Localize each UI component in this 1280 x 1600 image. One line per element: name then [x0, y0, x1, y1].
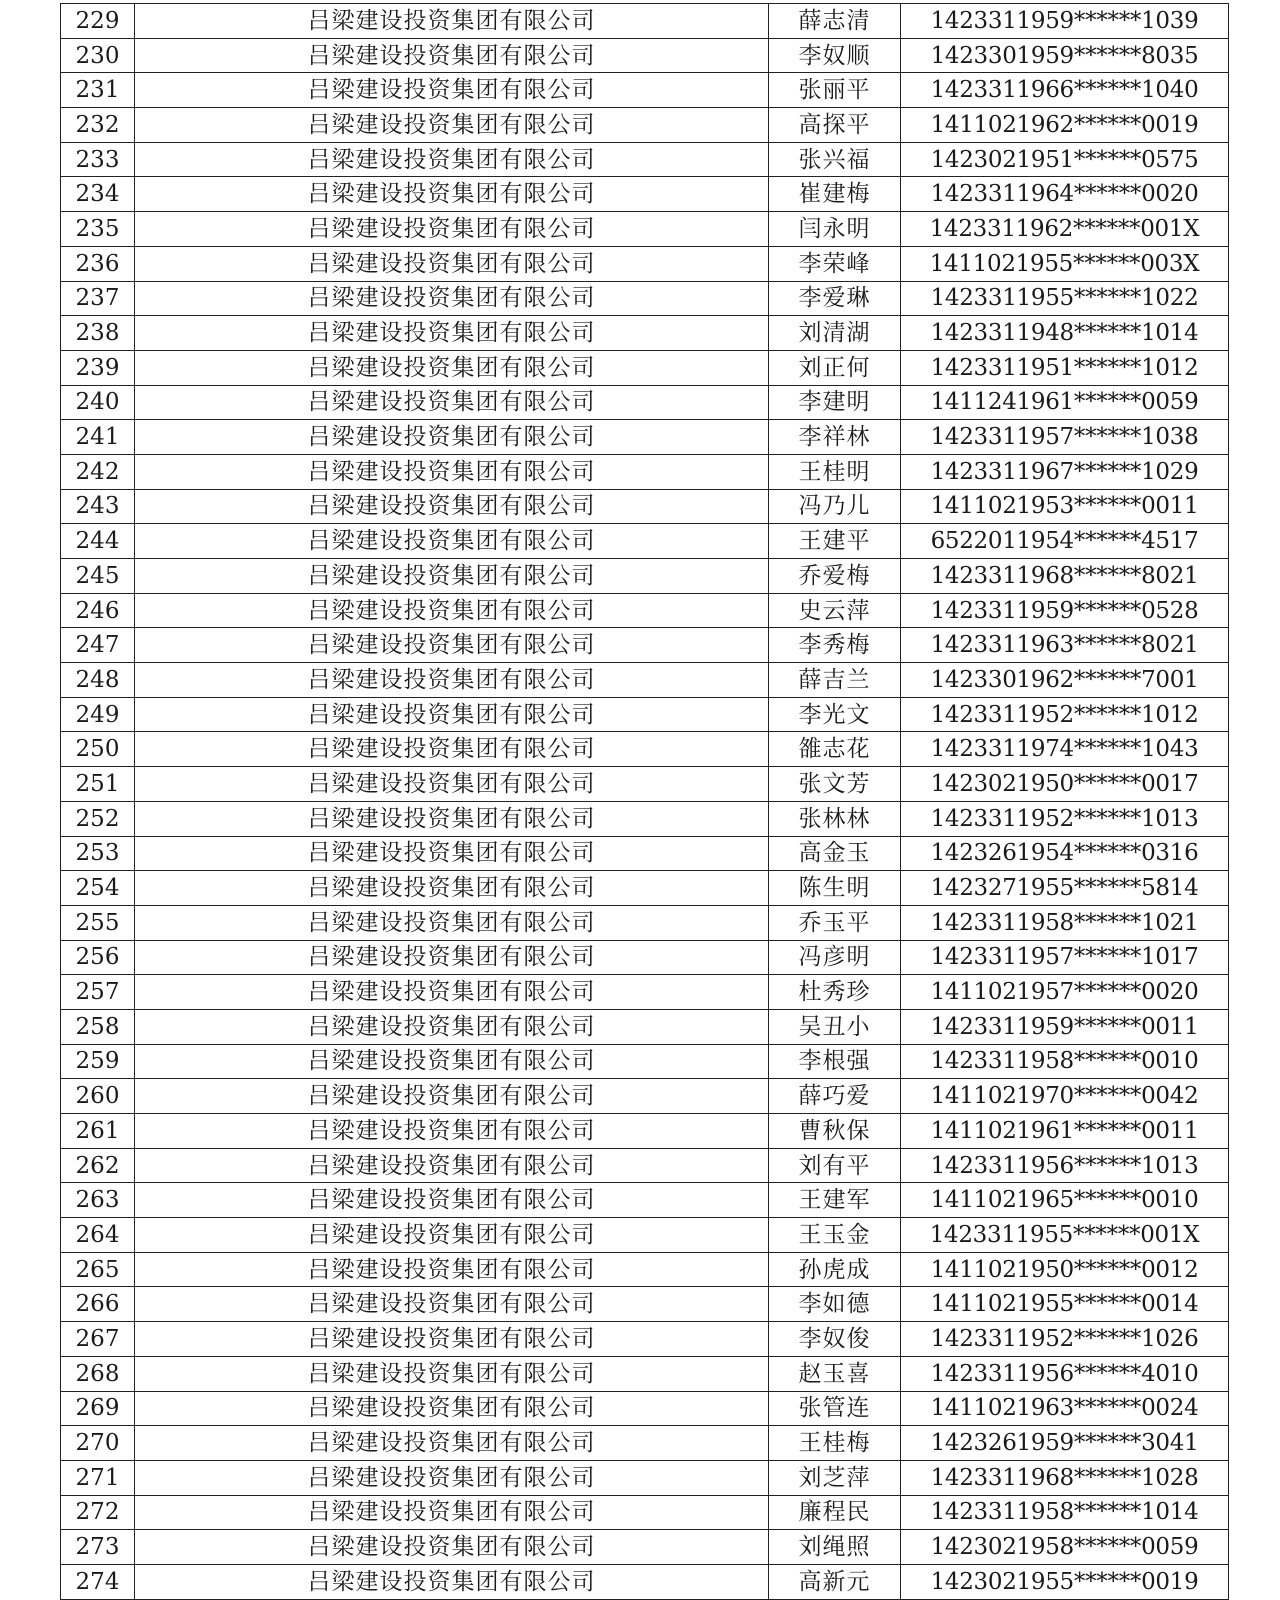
id-number-cell: 1411021953******0011: [901, 489, 1229, 524]
table-row: [61, 905, 1229, 940]
person-name-cell: 史云萍: [769, 593, 901, 628]
serial-number-cell: 269: [61, 1391, 135, 1426]
company-name-cell: 吕梁建设投资集团有限公司: [135, 801, 769, 836]
person-name-cell: 王桂梅: [769, 1426, 901, 1461]
serial-number-cell: 266: [61, 1287, 135, 1322]
person-name-cell: 王建平: [769, 524, 901, 559]
table-row: [61, 1426, 1229, 1461]
serial-number-cell: 268: [61, 1356, 135, 1391]
id-number-cell: 1423311959******0528: [901, 593, 1229, 628]
company-name-cell: 吕梁建设投资集团有限公司: [135, 1391, 769, 1426]
person-name-cell: 王桂明: [769, 454, 901, 489]
id-number-cell: 1423311948******1014: [901, 316, 1229, 351]
table-row: [61, 1495, 1229, 1530]
company-name-cell: 吕梁建设投资集团有限公司: [135, 177, 769, 212]
serial-number-cell: 274: [61, 1564, 135, 1599]
person-name-cell: 张管连: [769, 1391, 901, 1426]
serial-number-cell: 256: [61, 940, 135, 975]
serial-number-cell: 248: [61, 663, 135, 698]
company-name-cell: 吕梁建设投资集团有限公司: [135, 1252, 769, 1287]
company-name-cell: 吕梁建设投资集团有限公司: [135, 1322, 769, 1357]
id-number-cell: 1423311955******1022: [901, 281, 1229, 316]
serial-number-cell: 236: [61, 246, 135, 281]
table-row: [61, 1322, 1229, 1357]
id-number-cell: 1423311963******8021: [901, 628, 1229, 663]
company-name-cell: 吕梁建设投资集团有限公司: [135, 281, 769, 316]
company-name-cell: 吕梁建设投资集团有限公司: [135, 767, 769, 802]
table-row: [61, 1183, 1229, 1218]
serial-number-cell: 231: [61, 73, 135, 108]
table-row: [61, 732, 1229, 767]
table-row: [61, 73, 1229, 108]
id-number-cell: 1423311952******1012: [901, 697, 1229, 732]
serial-number-cell: 249: [61, 697, 135, 732]
table-row: [61, 836, 1229, 871]
id-number-cell: 1411021965******0010: [901, 1183, 1229, 1218]
person-name-cell: 李秀梅: [769, 628, 901, 663]
id-number-cell: 1423311958******1014: [901, 1495, 1229, 1530]
serial-number-cell: 259: [61, 1044, 135, 1079]
company-name-cell: 吕梁建设投资集团有限公司: [135, 1044, 769, 1079]
company-name-cell: 吕梁建设投资集团有限公司: [135, 385, 769, 420]
table-row: [61, 281, 1229, 316]
table-row: [61, 1044, 1229, 1079]
serial-number-cell: 251: [61, 767, 135, 802]
serial-number-cell: 244: [61, 524, 135, 559]
person-name-cell: 刘清湖: [769, 316, 901, 351]
id-number-cell: 1423311958******1021: [901, 905, 1229, 940]
table-row: [61, 593, 1229, 628]
id-number-cell: 1423311959******0011: [901, 1009, 1229, 1044]
person-name-cell: 闫永明: [769, 212, 901, 247]
company-name-cell: 吕梁建设投资集团有限公司: [135, 732, 769, 767]
person-name-cell: 张丽平: [769, 73, 901, 108]
company-name-cell: 吕梁建设投资集团有限公司: [135, 1218, 769, 1253]
company-name-cell: 吕梁建设投资集团有限公司: [135, 1148, 769, 1183]
company-name-cell: 吕梁建设投资集团有限公司: [135, 1495, 769, 1530]
person-name-cell: 李奴俊: [769, 1322, 901, 1357]
id-number-cell: 1423261954******0316: [901, 836, 1229, 871]
person-name-cell: 乔爱梅: [769, 559, 901, 594]
company-name-cell: 吕梁建设投资集团有限公司: [135, 905, 769, 940]
id-number-cell: 1411021961******0011: [901, 1114, 1229, 1149]
roster-table-body: [61, 4, 1229, 1600]
person-name-cell: 陈生明: [769, 871, 901, 906]
id-number-cell: 1423021958******0059: [901, 1530, 1229, 1565]
serial-number-cell: 245: [61, 559, 135, 594]
company-name-cell: 吕梁建设投资集团有限公司: [135, 836, 769, 871]
serial-number-cell: 271: [61, 1460, 135, 1495]
table-row: [61, 385, 1229, 420]
table-row: [61, 975, 1229, 1010]
person-name-cell: 李光文: [769, 697, 901, 732]
person-name-cell: 乔玉平: [769, 905, 901, 940]
table-row: [61, 1114, 1229, 1149]
serial-number-cell: 237: [61, 281, 135, 316]
id-number-cell: 1423311964******0020: [901, 177, 1229, 212]
person-name-cell: 薛志清: [769, 4, 901, 39]
id-number-cell: 1423301962******7001: [901, 663, 1229, 698]
serial-number-cell: 234: [61, 177, 135, 212]
roster-table: [60, 3, 1229, 1600]
table-row: [61, 454, 1229, 489]
person-name-cell: 雒志花: [769, 732, 901, 767]
serial-number-cell: 257: [61, 975, 135, 1010]
table-row: [61, 940, 1229, 975]
company-name-cell: 吕梁建设投资集团有限公司: [135, 663, 769, 698]
table-row: [61, 1218, 1229, 1253]
serial-number-cell: 255: [61, 905, 135, 940]
person-name-cell: 李建明: [769, 385, 901, 420]
id-number-cell: 1423311957******1038: [901, 420, 1229, 455]
table-row: [61, 871, 1229, 906]
person-name-cell: 刘芝萍: [769, 1460, 901, 1495]
table-row: [61, 1079, 1229, 1114]
serial-number-cell: 247: [61, 628, 135, 663]
person-name-cell: 冯乃儿: [769, 489, 901, 524]
document-page: [60, 3, 1228, 1600]
company-name-cell: 吕梁建设投资集团有限公司: [135, 524, 769, 559]
id-number-cell: 1423271955******5814: [901, 871, 1229, 906]
serial-number-cell: 232: [61, 108, 135, 143]
company-name-cell: 吕梁建设投资集团有限公司: [135, 559, 769, 594]
serial-number-cell: 240: [61, 385, 135, 420]
company-name-cell: 吕梁建设投资集团有限公司: [135, 316, 769, 351]
serial-number-cell: 270: [61, 1426, 135, 1461]
table-row: [61, 1460, 1229, 1495]
serial-number-cell: 262: [61, 1148, 135, 1183]
person-name-cell: 杜秀珍: [769, 975, 901, 1010]
person-name-cell: 张兴福: [769, 142, 901, 177]
id-number-cell: 1423261959******3041: [901, 1426, 1229, 1461]
table-row: [61, 1356, 1229, 1391]
table-row: [61, 559, 1229, 594]
person-name-cell: 李荣峰: [769, 246, 901, 281]
company-name-cell: 吕梁建设投资集团有限公司: [135, 1287, 769, 1322]
company-name-cell: 吕梁建设投资集团有限公司: [135, 1079, 769, 1114]
person-name-cell: 张文芳: [769, 767, 901, 802]
person-name-cell: 曹秋保: [769, 1114, 901, 1149]
id-number-cell: 1423301959******8035: [901, 38, 1229, 73]
id-number-cell: 1423311962******001X: [901, 212, 1229, 247]
person-name-cell: 冯彦明: [769, 940, 901, 975]
table-row: [61, 420, 1229, 455]
id-number-cell: 1411021963******0024: [901, 1391, 1229, 1426]
person-name-cell: 李如德: [769, 1287, 901, 1322]
person-name-cell: 王建军: [769, 1183, 901, 1218]
person-name-cell: 孙虎成: [769, 1252, 901, 1287]
table-row: [61, 108, 1229, 143]
table-row: [61, 1391, 1229, 1426]
id-number-cell: 1423311968******1028: [901, 1460, 1229, 1495]
table-row: [61, 767, 1229, 802]
company-name-cell: 吕梁建设投资集团有限公司: [135, 697, 769, 732]
person-name-cell: 王玉金: [769, 1218, 901, 1253]
person-name-cell: 崔建梅: [769, 177, 901, 212]
person-name-cell: 吴丑小: [769, 1009, 901, 1044]
table-row: [61, 316, 1229, 351]
id-number-cell: 1411021957******0020: [901, 975, 1229, 1010]
serial-number-cell: 235: [61, 212, 135, 247]
serial-number-cell: 273: [61, 1530, 135, 1565]
serial-number-cell: 258: [61, 1009, 135, 1044]
person-name-cell: 李祥林: [769, 420, 901, 455]
serial-number-cell: 241: [61, 420, 135, 455]
serial-number-cell: 246: [61, 593, 135, 628]
serial-number-cell: 252: [61, 801, 135, 836]
id-number-cell: 1423311974******1043: [901, 732, 1229, 767]
company-name-cell: 吕梁建设投资集团有限公司: [135, 454, 769, 489]
table-row: [61, 697, 1229, 732]
serial-number-cell: 230: [61, 38, 135, 73]
person-name-cell: 刘正何: [769, 350, 901, 385]
person-name-cell: 刘绳照: [769, 1530, 901, 1565]
table-row: [61, 1009, 1229, 1044]
company-name-cell: 吕梁建设投资集团有限公司: [135, 108, 769, 143]
id-number-cell: 1411021962******0019: [901, 108, 1229, 143]
table-row: [61, 212, 1229, 247]
serial-number-cell: 250: [61, 732, 135, 767]
serial-number-cell: 239: [61, 350, 135, 385]
person-name-cell: 高金玉: [769, 836, 901, 871]
person-name-cell: 刘有平: [769, 1148, 901, 1183]
company-name-cell: 吕梁建设投资集团有限公司: [135, 975, 769, 1010]
id-number-cell: 1423311959******1039: [901, 4, 1229, 39]
serial-number-cell: 260: [61, 1079, 135, 1114]
company-name-cell: 吕梁建设投资集团有限公司: [135, 1183, 769, 1218]
serial-number-cell: 264: [61, 1218, 135, 1253]
company-name-cell: 吕梁建设投资集团有限公司: [135, 1356, 769, 1391]
table-row: [61, 524, 1229, 559]
id-number-cell: 1423311956******4010: [901, 1356, 1229, 1391]
serial-number-cell: 272: [61, 1495, 135, 1530]
company-name-cell: 吕梁建设投资集团有限公司: [135, 246, 769, 281]
company-name-cell: 吕梁建设投资集团有限公司: [135, 212, 769, 247]
serial-number-cell: 267: [61, 1322, 135, 1357]
id-number-cell: 1423311966******1040: [901, 73, 1229, 108]
company-name-cell: 吕梁建设投资集团有限公司: [135, 628, 769, 663]
company-name-cell: 吕梁建设投资集团有限公司: [135, 73, 769, 108]
company-name-cell: 吕梁建设投资集团有限公司: [135, 940, 769, 975]
id-number-cell: 6522011954******4517: [901, 524, 1229, 559]
table-row: [61, 142, 1229, 177]
table-row: [61, 663, 1229, 698]
company-name-cell: 吕梁建设投资集团有限公司: [135, 1009, 769, 1044]
id-number-cell: 1423021950******0017: [901, 767, 1229, 802]
person-name-cell: 薛吉兰: [769, 663, 901, 698]
id-number-cell: 1411021955******003X: [901, 246, 1229, 281]
company-name-cell: 吕梁建设投资集团有限公司: [135, 38, 769, 73]
company-name-cell: 吕梁建设投资集团有限公司: [135, 1530, 769, 1565]
serial-number-cell: 229: [61, 4, 135, 39]
id-number-cell: 1423311957******1017: [901, 940, 1229, 975]
id-number-cell: 1411021955******0014: [901, 1287, 1229, 1322]
company-name-cell: 吕梁建设投资集团有限公司: [135, 1426, 769, 1461]
company-name-cell: 吕梁建设投资集团有限公司: [135, 420, 769, 455]
id-number-cell: 1423311951******1012: [901, 350, 1229, 385]
company-name-cell: 吕梁建设投资集团有限公司: [135, 1114, 769, 1149]
person-name-cell: 高探平: [769, 108, 901, 143]
company-name-cell: 吕梁建设投资集团有限公司: [135, 1564, 769, 1599]
table-row: [61, 38, 1229, 73]
company-name-cell: 吕梁建设投资集团有限公司: [135, 489, 769, 524]
company-name-cell: 吕梁建设投资集团有限公司: [135, 871, 769, 906]
id-number-cell: 1423021955******0019: [901, 1564, 1229, 1599]
id-number-cell: 1411021970******0042: [901, 1079, 1229, 1114]
table-row: [61, 801, 1229, 836]
serial-number-cell: 253: [61, 836, 135, 871]
id-number-cell: 1423311958******0010: [901, 1044, 1229, 1079]
id-number-cell: 1423311956******1013: [901, 1148, 1229, 1183]
company-name-cell: 吕梁建设投资集团有限公司: [135, 4, 769, 39]
serial-number-cell: 238: [61, 316, 135, 351]
id-number-cell: 1411241961******0059: [901, 385, 1229, 420]
company-name-cell: 吕梁建设投资集团有限公司: [135, 350, 769, 385]
id-number-cell: 1423311952******1013: [901, 801, 1229, 836]
person-name-cell: 高新元: [769, 1564, 901, 1599]
id-number-cell: 1423311967******1029: [901, 454, 1229, 489]
table-row: [61, 628, 1229, 663]
table-row: [61, 1564, 1229, 1599]
table-row: [61, 1530, 1229, 1565]
table-row: [61, 177, 1229, 212]
serial-number-cell: 254: [61, 871, 135, 906]
serial-number-cell: 261: [61, 1114, 135, 1149]
company-name-cell: 吕梁建设投资集团有限公司: [135, 142, 769, 177]
table-row: [61, 4, 1229, 39]
table-row: [61, 1287, 1229, 1322]
person-name-cell: 薛巧爱: [769, 1079, 901, 1114]
serial-number-cell: 263: [61, 1183, 135, 1218]
table-row: [61, 1148, 1229, 1183]
serial-number-cell: 243: [61, 489, 135, 524]
table-row: [61, 246, 1229, 281]
company-name-cell: 吕梁建设投资集团有限公司: [135, 1460, 769, 1495]
person-name-cell: 李爱琳: [769, 281, 901, 316]
id-number-cell: 1423021951******0575: [901, 142, 1229, 177]
id-number-cell: 1423311968******8021: [901, 559, 1229, 594]
person-name-cell: 李奴顺: [769, 38, 901, 73]
id-number-cell: 1423311952******1026: [901, 1322, 1229, 1357]
serial-number-cell: 233: [61, 142, 135, 177]
serial-number-cell: 265: [61, 1252, 135, 1287]
id-number-cell: 1423311955******001X: [901, 1218, 1229, 1253]
person-name-cell: 张林林: [769, 801, 901, 836]
person-name-cell: 李根强: [769, 1044, 901, 1079]
table-row: [61, 489, 1229, 524]
person-name-cell: 赵玉喜: [769, 1356, 901, 1391]
company-name-cell: 吕梁建设投资集团有限公司: [135, 593, 769, 628]
table-row: [61, 350, 1229, 385]
id-number-cell: 1411021950******0012: [901, 1252, 1229, 1287]
serial-number-cell: 242: [61, 454, 135, 489]
person-name-cell: 廉程民: [769, 1495, 901, 1530]
table-row: [61, 1252, 1229, 1287]
